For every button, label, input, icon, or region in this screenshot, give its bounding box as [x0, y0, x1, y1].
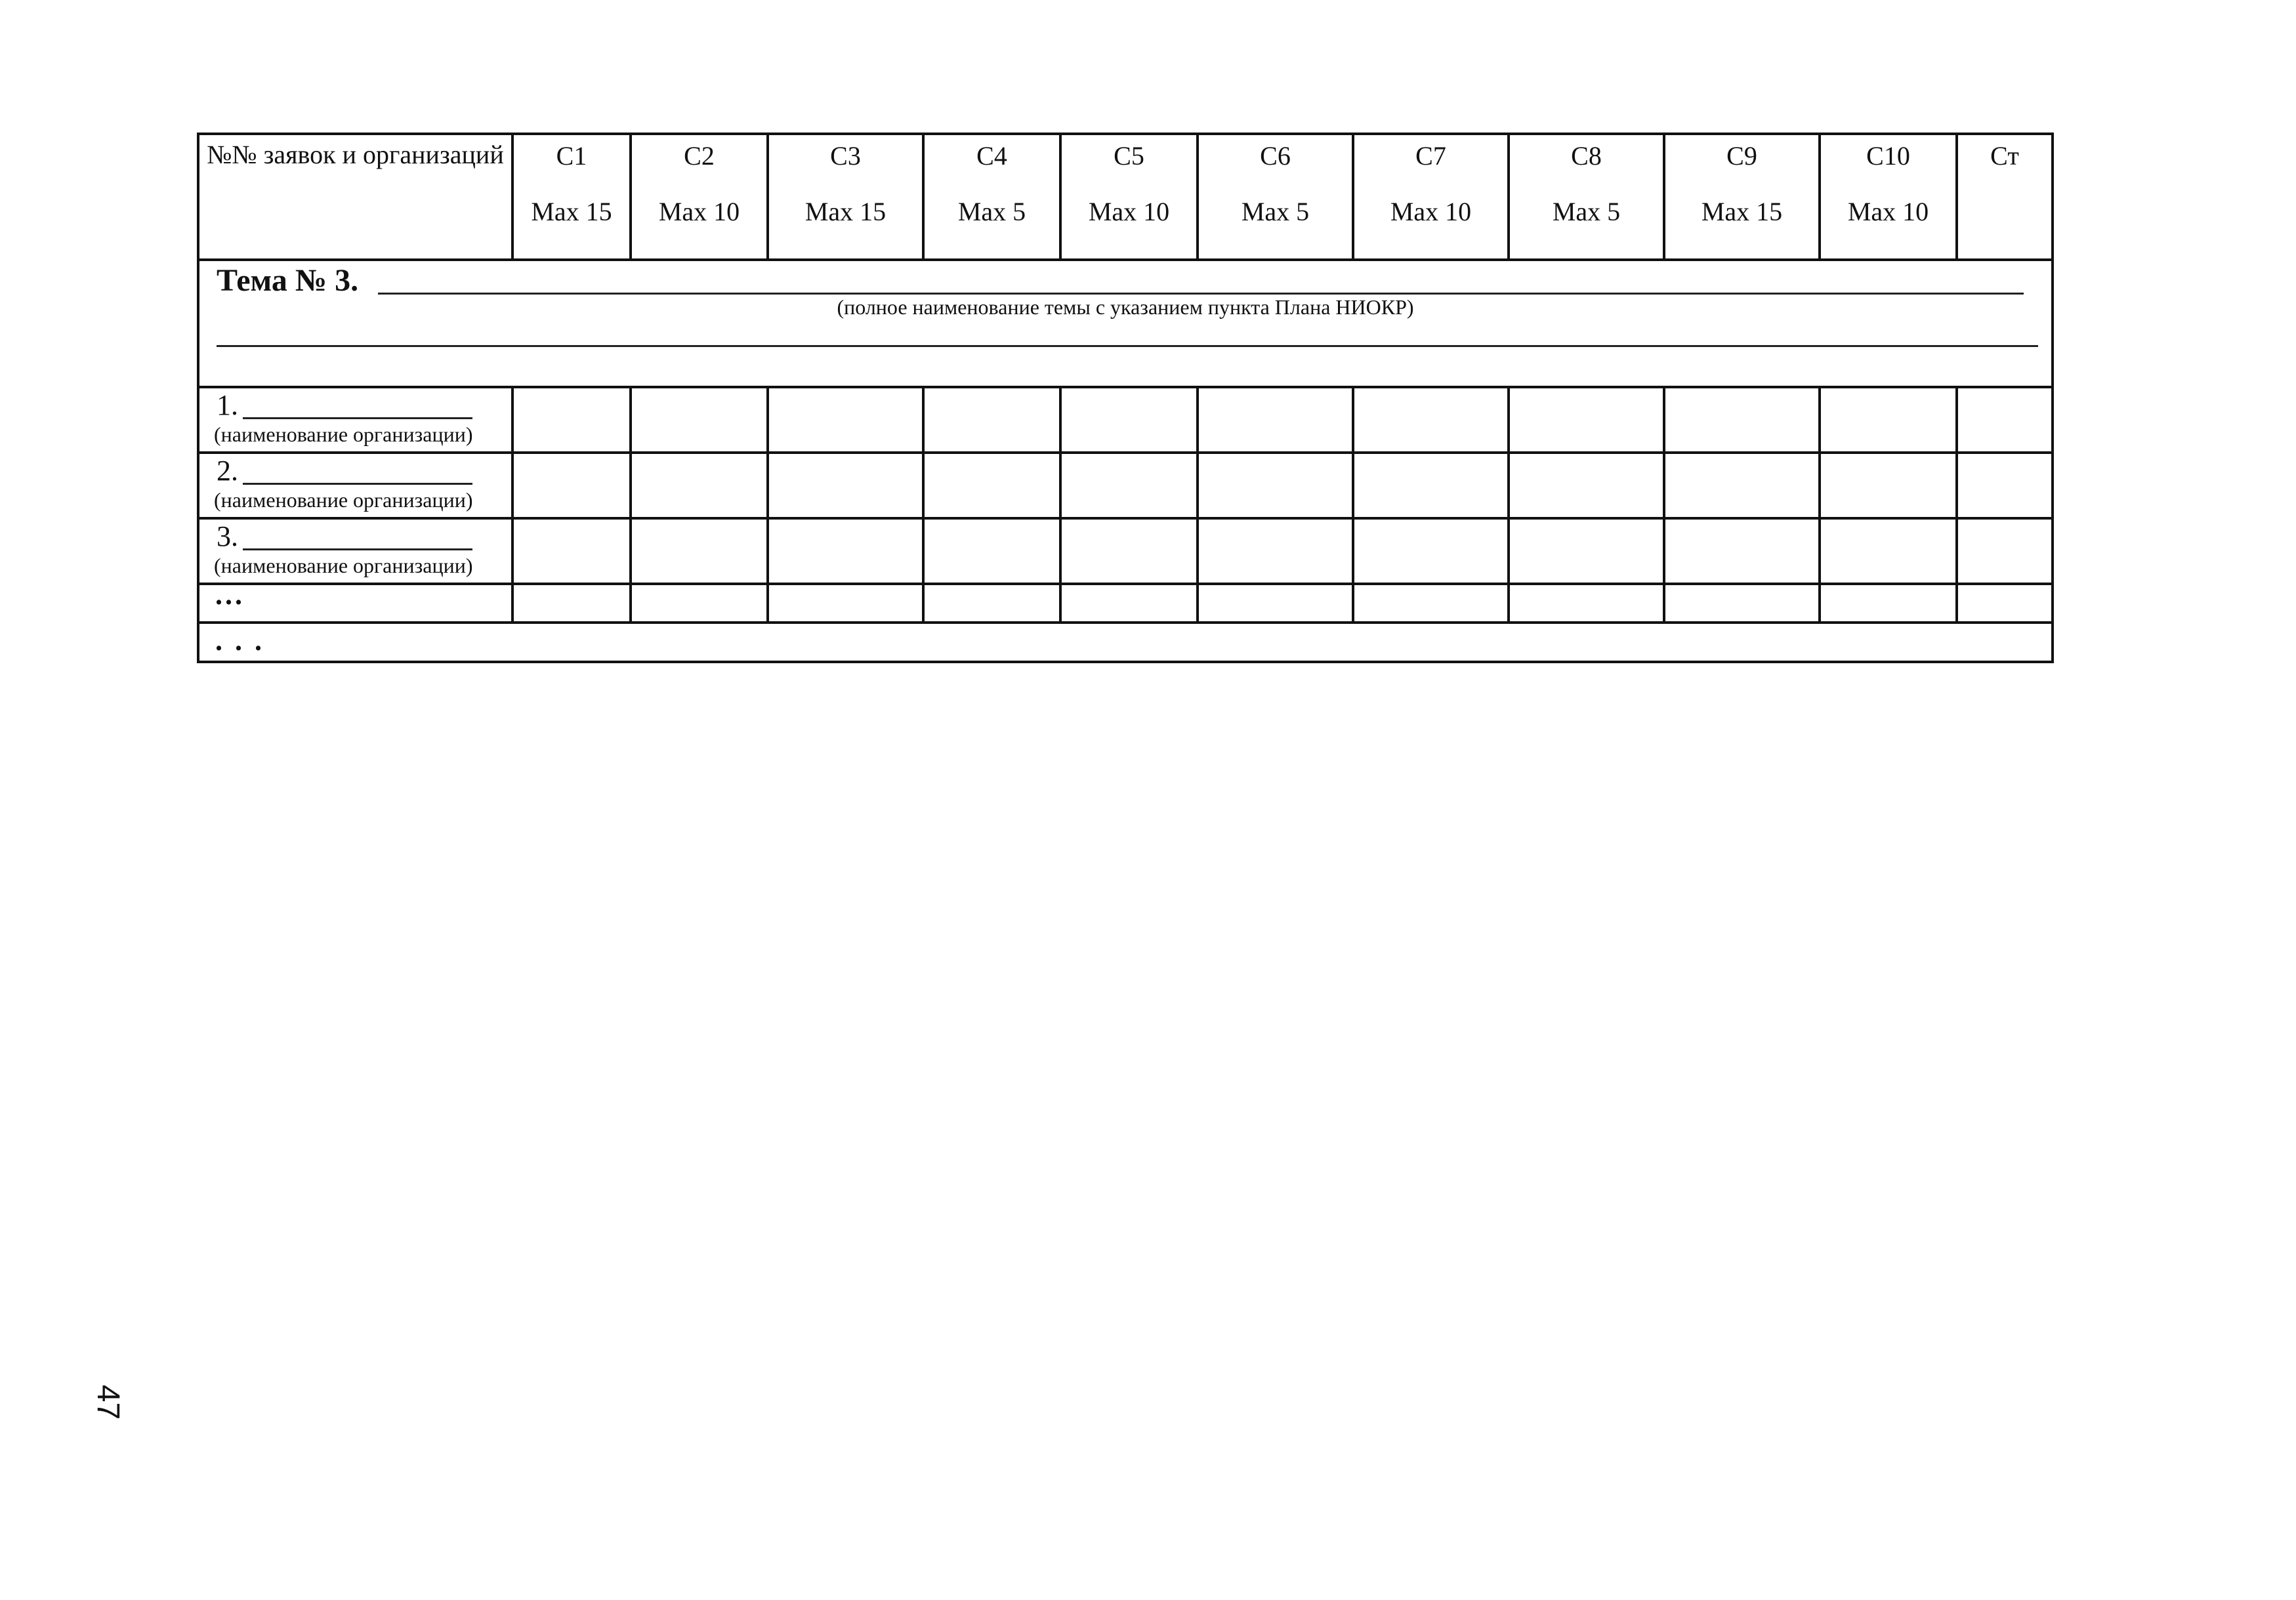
- criterion-name: С1: [556, 141, 587, 171]
- score-cell: [1820, 387, 1957, 453]
- header-row: [198, 134, 2053, 260]
- criterion-max: Max 15: [1701, 197, 1783, 226]
- criterion-max: Max 10: [1847, 197, 1929, 226]
- total-cell: [1957, 387, 2053, 453]
- header-applications-orgs: №№ заявок и организаций: [198, 134, 512, 260]
- score-cell: [512, 584, 631, 623]
- org-number: 1.: [217, 389, 238, 421]
- score-cell: [1060, 584, 1198, 623]
- topic-fill-line: [378, 293, 2024, 295]
- score-cell: [1060, 453, 1198, 518]
- page-number: 47: [91, 1384, 126, 1420]
- header-c9: [1664, 134, 1820, 260]
- score-cell: [923, 453, 1060, 518]
- org-fill-line: [243, 548, 472, 550]
- criterion-name: С3: [830, 141, 861, 171]
- org-cell: [198, 387, 512, 453]
- org-row: [198, 387, 2053, 453]
- criterion-name: С5: [1114, 141, 1144, 171]
- total-label: Ст: [1990, 141, 2019, 171]
- criterion-name: С2: [684, 141, 715, 171]
- org-number: 3.: [217, 520, 238, 552]
- score-cell: [1353, 584, 1509, 623]
- score-cell: [512, 387, 631, 453]
- org-caption: (наименование организации): [214, 488, 473, 512]
- score-cell: [512, 518, 631, 584]
- score-cell: [631, 387, 768, 453]
- score-cell: [631, 584, 768, 623]
- ellipsis-topic-row: [198, 623, 2053, 662]
- ellipsis-cell: ...: [198, 584, 512, 623]
- total-cell: [1957, 453, 2053, 518]
- topic-caption: (полное наименование темы с указанием пункта Плана НИОКР): [837, 295, 1414, 319]
- score-cell: [1060, 387, 1198, 453]
- score-cell: [1664, 584, 1820, 623]
- score-cell: [1820, 453, 1957, 518]
- score-cell: [1060, 518, 1198, 584]
- score-cell: [1664, 387, 1820, 453]
- org-caption: (наименование организации): [214, 554, 473, 577]
- total-cell: [1957, 584, 2053, 623]
- header-c3: [768, 134, 923, 260]
- score-cell: [923, 584, 1060, 623]
- topic-row: [198, 260, 2053, 387]
- score-cell: [1353, 518, 1509, 584]
- header-c6: [1198, 134, 1353, 260]
- org-row: [198, 518, 2053, 584]
- org-caption: (наименование организации): [214, 422, 473, 446]
- score-cell: [512, 453, 631, 518]
- org-cell: [198, 453, 512, 518]
- header-c1: [512, 134, 631, 260]
- score-cell: [631, 453, 768, 518]
- score-cell: [1198, 518, 1353, 584]
- criterion-name: С6: [1260, 141, 1291, 171]
- org-cell: [198, 518, 512, 584]
- total-cell: [1957, 518, 2053, 584]
- criterion-max: Max 15: [531, 197, 612, 226]
- topic-fill-line-2: [217, 345, 2038, 347]
- criterion-max: Max 10: [1088, 197, 1170, 226]
- score-cell: [768, 387, 923, 453]
- score-cell: [1509, 584, 1664, 623]
- criterion-name: С9: [1726, 141, 1757, 171]
- ellipsis-topic-cell: . . .: [198, 623, 2053, 662]
- score-cell: [1509, 453, 1664, 518]
- score-cell: [1198, 584, 1353, 623]
- header-c5: [1060, 134, 1198, 260]
- criterion-name: С10: [1866, 141, 1910, 171]
- org-fill-line: [243, 417, 472, 419]
- score-cell: [1509, 387, 1664, 453]
- score-cell: [923, 518, 1060, 584]
- criterion-max: Max 15: [804, 197, 887, 226]
- header-c4: [923, 134, 1060, 260]
- score-cell: [923, 387, 1060, 453]
- evaluation-table: [197, 133, 2054, 663]
- org-number: 2.: [217, 455, 238, 487]
- header-total: [1957, 134, 2053, 260]
- score-cell: [1664, 518, 1820, 584]
- topic-cell: [198, 260, 2053, 387]
- criterion-max: Max 10: [658, 197, 740, 226]
- score-cell: [1820, 584, 1957, 623]
- score-cell: [768, 584, 923, 623]
- score-cell: [1664, 453, 1820, 518]
- score-cell: [1820, 518, 1957, 584]
- criterion-name: С8: [1571, 141, 1602, 171]
- criterion-max: Max 5: [957, 197, 1026, 226]
- ellipsis-row: [198, 584, 2053, 623]
- header-c8: [1509, 134, 1664, 260]
- org-fill-line: [243, 483, 472, 485]
- score-cell: [1198, 387, 1353, 453]
- criterion-name: С7: [1415, 141, 1446, 171]
- criterion-max: Max 5: [1552, 197, 1621, 226]
- score-cell: [1353, 453, 1509, 518]
- score-cell: [1509, 518, 1664, 584]
- criterion-max: Max 10: [1390, 197, 1472, 226]
- org-row: [198, 453, 2053, 518]
- topic-title: Тема № 3.: [217, 263, 359, 298]
- score-cell: [1198, 453, 1353, 518]
- header-c7: [1353, 134, 1509, 260]
- score-cell: [768, 518, 923, 584]
- score-cell: [768, 453, 923, 518]
- criterion-name: С4: [976, 141, 1007, 171]
- header-c2: [631, 134, 768, 260]
- score-cell: [1353, 387, 1509, 453]
- score-cell: [631, 518, 768, 584]
- criterion-max: Max 5: [1241, 197, 1310, 226]
- header-c10: [1820, 134, 1957, 260]
